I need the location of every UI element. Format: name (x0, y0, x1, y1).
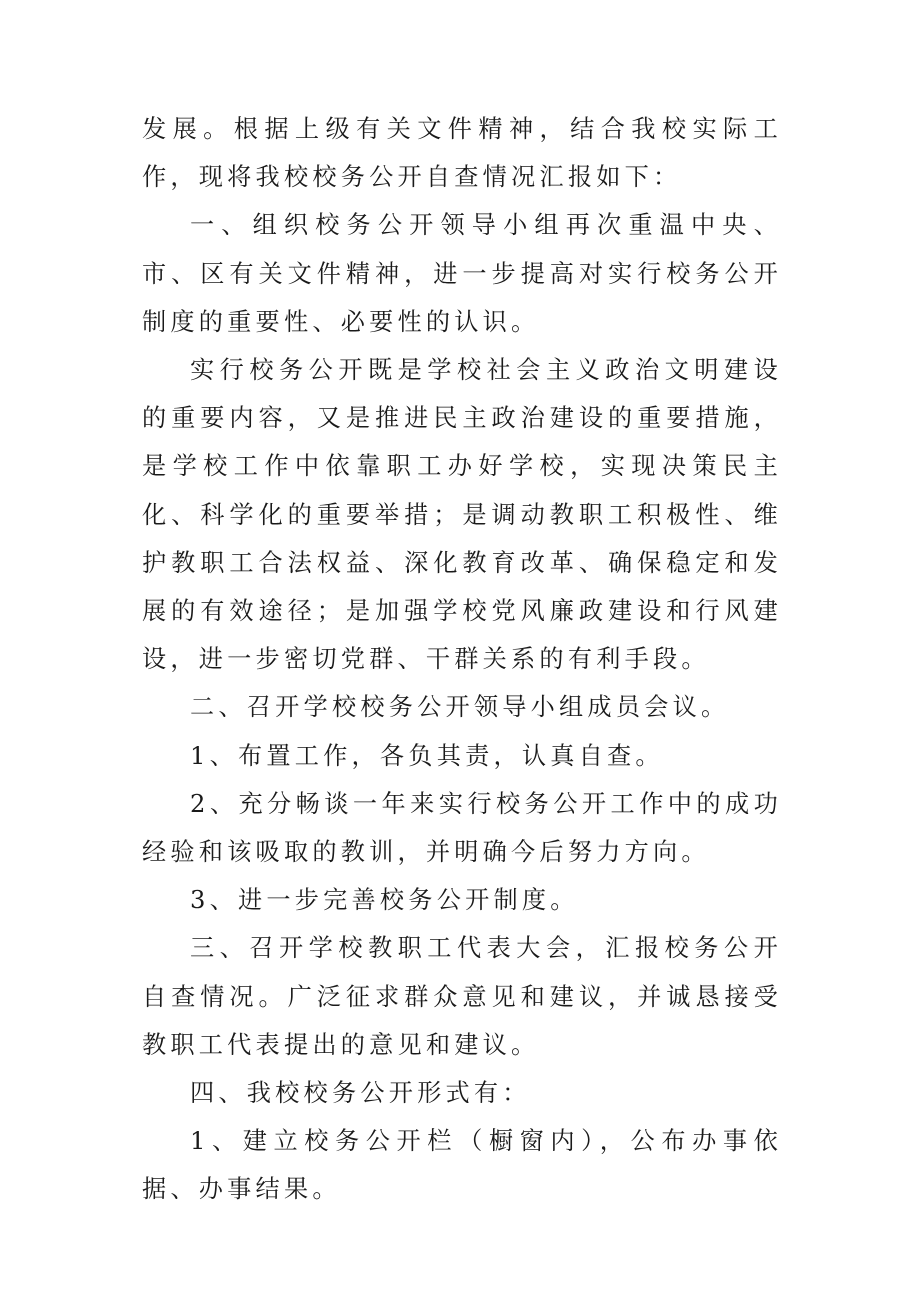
paragraph-section-three: 三、召开学校教职工代表大会，汇报校务公开自查情况。广泛征求群众意见和建议，并诚恳接受教职工代表提出的意见和建议。 (142, 934, 782, 1059)
paragraph-significance: 实行校务公开既是学校社会主义政治文明建设的重要内容，又是推进民主政治建设的重要措施，是学校工作中依靠职工办好学校，实现决策民主化、科学化的重要举措；是调动教职工积极性、维护教职工合法权益、深化教育改革、确保稳定和发展的有效途径；是加强学校党风廉政建设和行风建设，进一步密切党群、干群关系的有利手段。 (142, 356, 782, 674)
paragraph-item-2: 2、充分畅谈一年来实行校务公开工作中的成功经验和该吸取的教训，并明确今后努力方向。 (142, 789, 782, 867)
paragraph-intro-continuation: 发展。根据上级有关文件精神，结合我校实际工作，现将我校校务公开自查情况汇报如下： (142, 115, 782, 192)
document-body (142, 105, 782, 1214)
paragraph-item-1: 1、布置工作，各负其责，认真自查。 (190, 741, 664, 770)
paragraph-form-item-1: 1、建立校务公开栏（橱窗内），公布办事依据、办事结果。 (142, 1127, 782, 1204)
paragraph-section-two: 二、召开学校校务公开领导小组成员会议。 (190, 693, 730, 722)
paragraph-section-four: 四、我校校务公开形式有： (190, 1079, 531, 1108)
paragraph-section-one: 一、组织校务公开领导小组再次重温中央、市、区有关文件精神，进一步提高对实行校务公开制度的重要性、必要性的认识。 (142, 211, 782, 336)
paragraph-item-3: 3、进一步完善校务公开制度。 (190, 886, 579, 915)
